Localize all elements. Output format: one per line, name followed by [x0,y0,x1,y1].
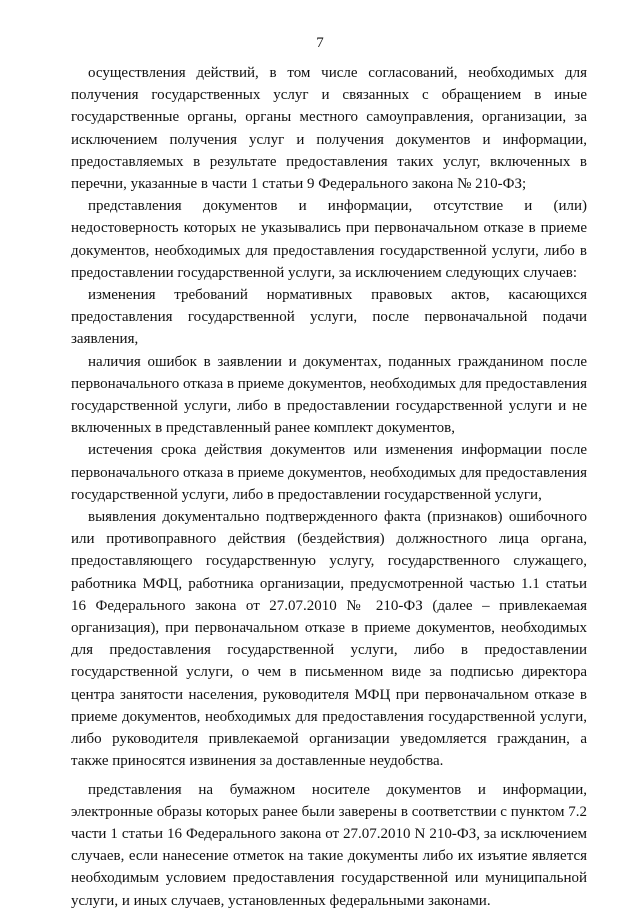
page-number: 7 [316,35,324,51]
paragraph: представления документов и информации, отсутствие и (или) недостоверность которых не указывались при первоначальном отказе в приеме документов, необходимых для предоставления государственной услуги, либо в предоставлении государственной услуги, за исключением следующих случаев: [71,198,587,281]
paragraph: изменения требований нормативных правовых актов, касающихся предоставления государственной услуги, после первоначальной подачи заявления, [71,287,587,348]
document-body [71,62,587,912]
paragraph: наличия ошибок в заявлении и документах, поданных гражданином после первоначального отказа в приеме документов, необходимых для предоставления государственной услуги, либо в предоставлении государственной услуги и не включенных в представленный ранее комплект документов, [71,353,587,437]
paragraph: выявления документально подтвержденного факта (признаков) ошибочного или противоправного действия (бездействия) должностного лица органа, предоставляющего государственную услугу, государственного служащего, работника МФЦ, работника организации, предусмотренной частью 1.1 статьи 16 Федерального закона от 27.07.2010 № 210-ФЗ (далее – привлекаемая организация), при первоначальном отказе в приеме документов, необходимых для предоставления государственной услуги, либо в предоставлении государственной услуги, о чем в письменном виде за подписью директора центра занятости населения, руководителя МФЦ при первоначальном отказе в приеме документов, необходимых для предоставления государственной услуги, либо руководителя привлекаемой организации уведомляется гражданин, а также приносятся извинения за доставленные неудобства. [71,509,587,770]
paragraph: осуществления действий, в том числе согласований, необходимых для получения государственных услуг и связанных с обращением в иные государственные органы, органы местного самоуправления, организации, за исключением получения услуг и получения документов и информации, предоставляемых в результате предоставления таких услуг, включенных в перечни, указанные в части 1 статьи 9 Федерального закона № 210-ФЗ; [71,65,587,193]
paragraph: представления на бумажном носителе документов и информации, электронные образы которых ранее были заверены в соответствии с пунктом 7.2 части 1 статьи 16 Федерального закона от 27.07.2010 N 210-ФЗ, за исключением случаев, если нанесение отметок на такие документы либо их изъятие является необходимым условием предоставления государственной или муниципальной услуги, и иных случаев, установленных федеральными законами. [71,781,587,909]
paragraph: истечения срока действия документов или изменения информации после первоначального отказа в приеме документов, необходимых для предоставления государственной услуги, либо в предоставлении государственной услуги, [71,442,587,503]
